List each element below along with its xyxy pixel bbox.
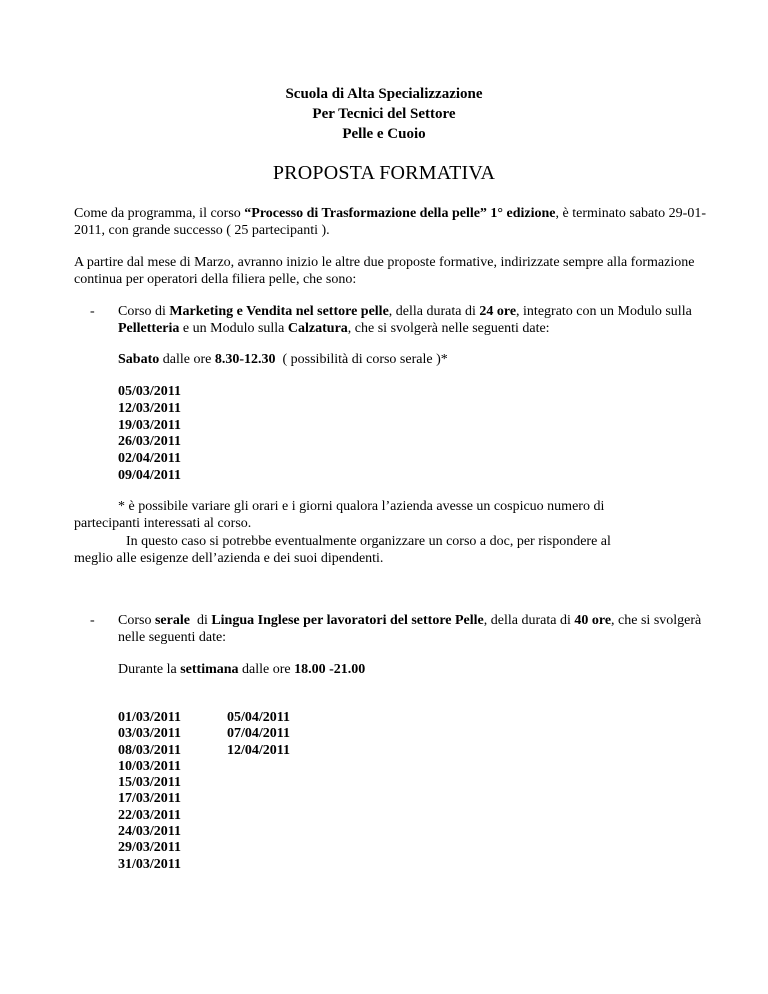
date-item: 07/04/2011: [227, 726, 291, 742]
date-item: 05/04/2011: [227, 710, 291, 725]
date-item: 03/03/2011: [118, 726, 182, 742]
date-item: 02/04/2011: [118, 451, 182, 467]
course1-schedule-t2: ( possibilità di corso serale )*: [275, 352, 448, 367]
date-item: 29/03/2011: [118, 840, 182, 856]
intro-course-name: “Processo di Trasformazione della pelle” 1° edizione: [244, 206, 556, 221]
header-line-1: Scuola di Alta Specializzazione: [285, 86, 483, 102]
date-item: 08/03/2011: [118, 742, 182, 758]
course1-t3: , integrato con un Modulo sulla: [516, 304, 692, 319]
course1-dash: -: [90, 304, 95, 319]
course2-schedule-t2: dalle ore: [238, 662, 295, 677]
second-paragraph: A partire dal mese di Marzo, avranno inizio le altre due proposte formative, indirizzate sempre alla formazione continua per operatori della filiera pelle, che sono:: [74, 255, 695, 287]
course1-schedule-t1: dalle ore: [159, 352, 215, 367]
intro-paragraph: [74, 205, 714, 239]
document-title: PROPOSTA FORMATIVA: [272, 162, 496, 184]
date-item: 26/03/2011: [118, 434, 182, 450]
date-item: 31/03/2011: [118, 856, 182, 872]
date-item: 22/03/2011: [118, 807, 182, 823]
note-line-4: meglio alle esigenze dell’azienda e dei suoi dipendenti.: [74, 550, 384, 566]
course1-dates: [118, 384, 718, 485]
intro-text-1: Come da programma, il corso: [74, 206, 245, 221]
date-item: 05/03/2011: [118, 384, 182, 399]
course2-description: [118, 612, 718, 646]
course2-b2: Lingua Inglese per lavoratori del settore Pelle: [211, 613, 484, 628]
school-header: [0, 84, 768, 144]
course1-b4: Calzatura: [287, 321, 348, 336]
course1-b1: Marketing e Vendita nel settore pelle: [169, 304, 389, 319]
date-item: 10/03/2011: [118, 758, 182, 774]
course1-description: [118, 303, 718, 337]
course2-b3: 40 ore: [574, 613, 612, 628]
course1-t5: , che si svolgerà nelle seguenti date:: [347, 321, 550, 336]
course2-dash: -: [90, 613, 95, 628]
course2-t3: , della durata di: [483, 613, 575, 628]
note-line-1: * è possibile variare gli orari e i giorni qualora l’azienda avesse un cospicuo numero di: [118, 499, 605, 514]
course2-t1: Corso: [118, 613, 155, 628]
course2-schedule-t1: Durante la: [118, 662, 181, 677]
course1-schedule-hours: 8.30-12.30: [214, 352, 276, 367]
note-line-2: partecipanti interessati al corso.: [74, 516, 252, 532]
note-line-3: In questo caso si potrebbe eventualmente organizzare un corso a doc, per rispondere al: [126, 533, 611, 549]
course2-t2: di: [189, 613, 212, 628]
course2-t4: , che si svolgerà nelle seguenti date:: [118, 613, 702, 645]
date-item: 24/03/2011: [118, 824, 182, 840]
date-item: 01/03/2011: [118, 710, 182, 725]
course2-dates-col2: [227, 710, 290, 759]
course2-dates-col1: [118, 710, 181, 873]
header-line-2: Per Tecnici del Settore: [312, 106, 456, 122]
course1-schedule-day: Sabato: [118, 352, 160, 367]
intro-text-2: , è terminato sabato 29-01-2011, con grande successo ( 25 partecipanti ).: [74, 206, 706, 238]
course2-schedule: [118, 661, 718, 678]
course1-t2: , della durata di: [388, 304, 480, 319]
course2-schedule-hours: 18.00 -21.00: [294, 662, 366, 677]
date-item: 09/04/2011: [118, 467, 182, 483]
course1-b3: Pelletteria: [118, 321, 180, 336]
note-paragraph: [74, 498, 694, 567]
date-item: 12/04/2011: [227, 742, 291, 758]
course1-b2: 24 ore: [479, 304, 517, 319]
date-item: 17/03/2011: [118, 791, 182, 807]
date-item: 15/03/2011: [118, 775, 182, 791]
date-item: 12/03/2011: [118, 400, 182, 416]
course1-t4: e un Modulo sulla: [179, 321, 288, 336]
course1-t1: Corso di: [118, 304, 170, 319]
course2-schedule-week: settimana: [180, 662, 239, 677]
header-line-3: Pelle e Cuoio: [342, 126, 426, 142]
course1-schedule: [118, 351, 718, 368]
date-item: 19/03/2011: [118, 417, 182, 433]
course2-b1: serale: [154, 613, 190, 628]
